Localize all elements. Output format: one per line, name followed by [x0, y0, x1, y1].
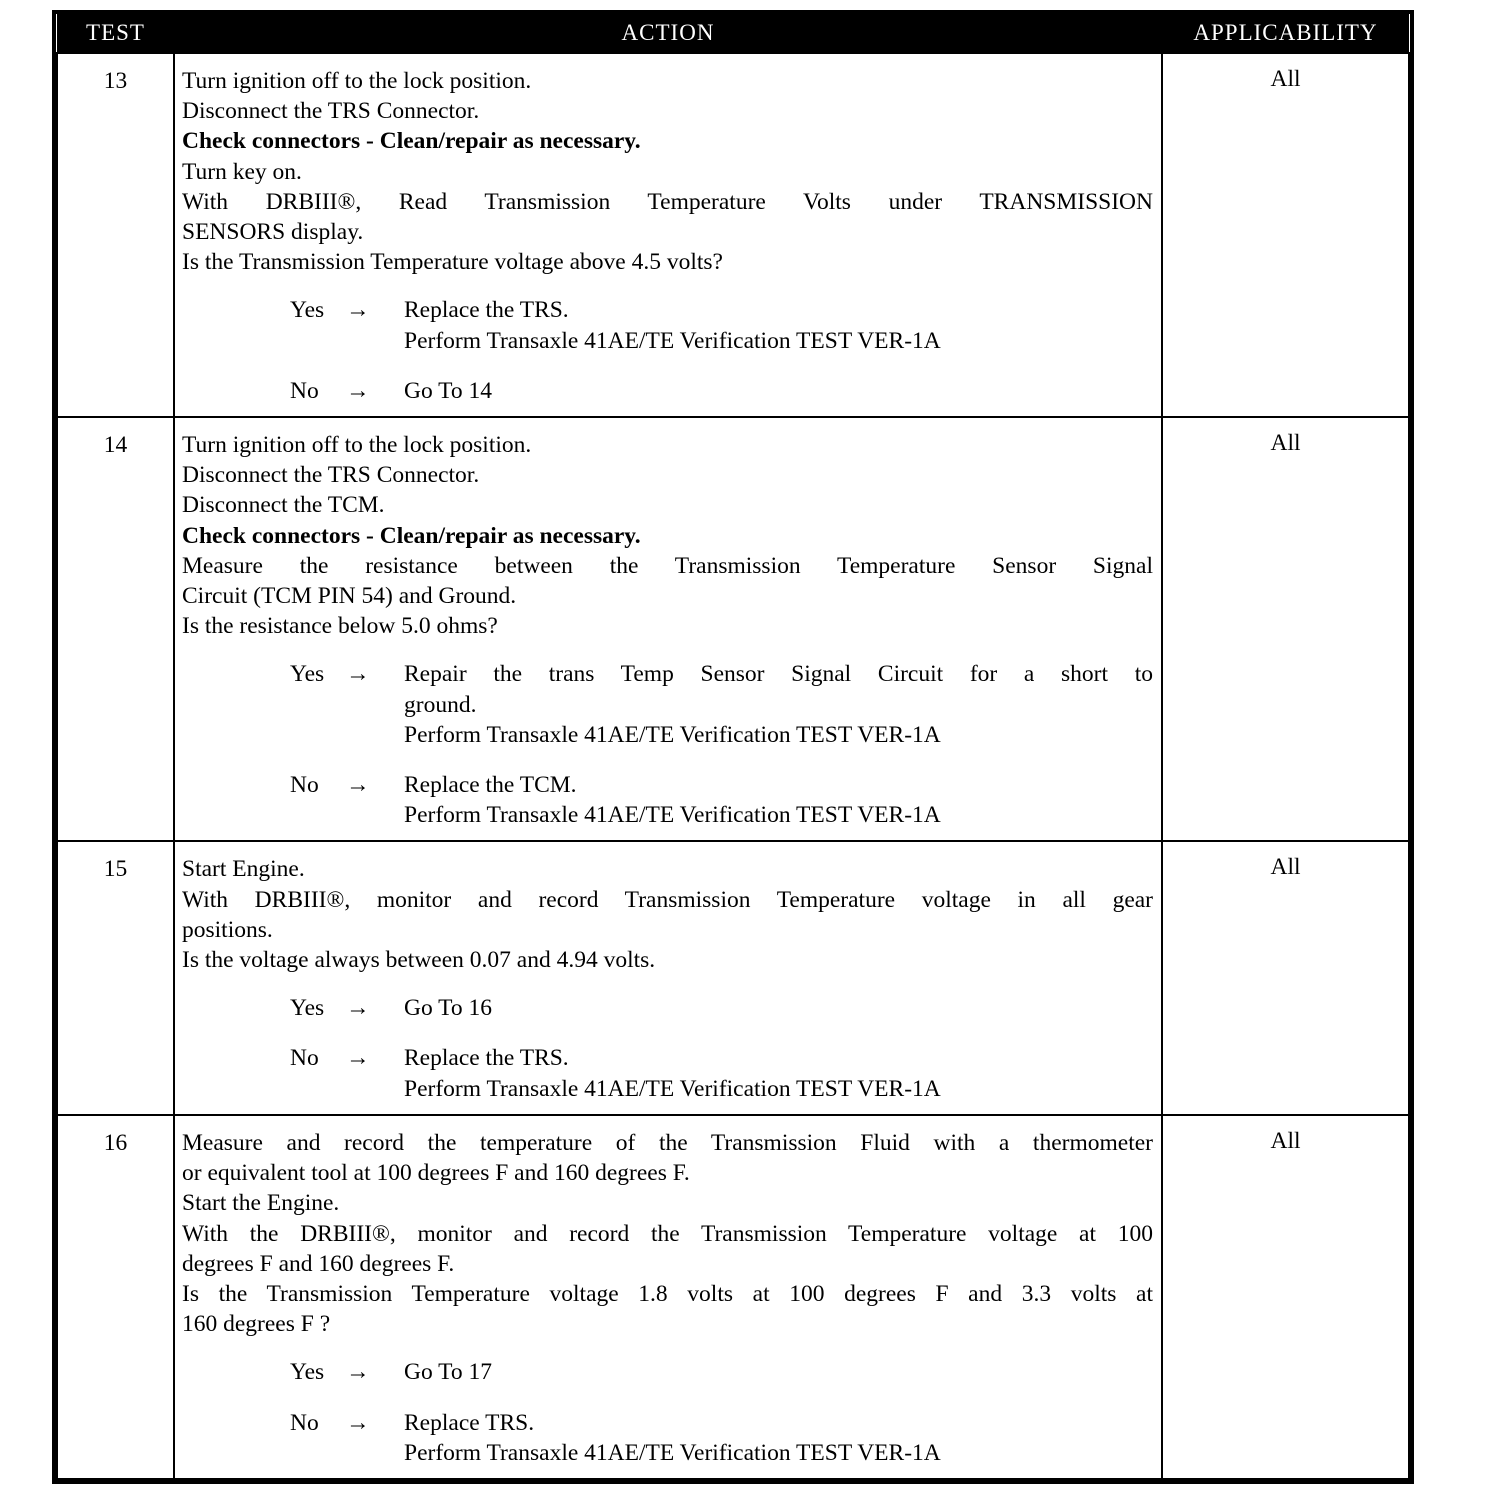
branch-result-line: Perform Transaxle 41AE/TE Verification TEST VER-1A	[404, 1075, 941, 1102]
branch-list	[182, 295, 1153, 406]
action-step: Is the voltage always between 0.07 and 4.94 volts.	[182, 947, 656, 974]
action-step: Turn key on.	[182, 158, 302, 185]
header-test: TEST	[57, 14, 174, 53]
branch-no	[290, 1408, 1153, 1468]
action-cell	[174, 53, 1162, 417]
branch-list	[182, 1357, 1153, 1468]
action-step: Is the resistance below 5.0 ohms?	[182, 613, 498, 640]
action-step: Circuit (TCM PIN 54) and Ground.	[182, 583, 517, 610]
action-step-bold: Check connectors - Clean/repair as necessary.	[182, 522, 641, 549]
action-step: With DRBIII®, Read Transmission Temperature Volts under TRANSMISSION	[182, 188, 1153, 215]
branch-result	[404, 659, 1153, 750]
action-step: positions.	[182, 916, 273, 943]
arrow-icon: →	[346, 1409, 370, 1436]
branch-result	[404, 376, 1153, 406]
action-cell	[174, 841, 1162, 1114]
branch-result-line: Perform Transaxle 41AE/TE Verification TEST VER-1A	[404, 802, 941, 829]
action-step: Is the Transmission Temperature voltage above 4.5 volts?	[182, 249, 723, 276]
branch-result-line: Repair the trans Temp Sensor Signal Circuit for a short to	[404, 661, 1153, 688]
header-applicability: APPLICABILITY	[1162, 14, 1409, 53]
action-step: Disconnect the TRS Connector.	[182, 462, 480, 489]
branch-result-line: Replace the TCM.	[404, 772, 577, 799]
branch-no	[290, 376, 1153, 406]
test-number: 15	[57, 841, 174, 1114]
test-row	[57, 1115, 1409, 1479]
action-step: With DRBIII®, monitor and record Transmission Temperature voltage in all gear	[182, 886, 1153, 913]
arrow-icon: →	[346, 1045, 370, 1072]
applicability-cell: All	[1162, 841, 1409, 1114]
action-cell	[174, 1115, 1162, 1479]
branch-no	[290, 1043, 1153, 1103]
branch-result-line: Perform Transaxle 41AE/TE Verification TEST VER-1A	[404, 1439, 941, 1466]
applicability-cell: All	[1162, 53, 1409, 417]
branch-label: No	[290, 1409, 319, 1436]
branch-result-line: Perform Transaxle 41AE/TE Verification TEST VER-1A	[404, 721, 941, 748]
arrow-icon: →	[346, 772, 370, 799]
branch-list	[182, 993, 1153, 1104]
test-number: 14	[57, 417, 174, 841]
arrow-icon: →	[346, 661, 370, 688]
arrow-icon: →	[346, 297, 370, 324]
action-step: degrees F and 160 degrees F.	[182, 1250, 455, 1277]
branch-label: No	[290, 377, 319, 404]
branch-label: Yes	[290, 995, 325, 1022]
branch-label: Yes	[290, 1359, 325, 1386]
action-step: Disconnect the TCM.	[182, 492, 385, 519]
action-step: With the DRBIII®, monitor and record the Transmission Temperature voltage at 100	[182, 1220, 1153, 1247]
branch-result	[404, 770, 1153, 830]
branch-result	[404, 993, 1153, 1023]
branch-result	[404, 1043, 1153, 1103]
test-number: 13	[57, 53, 174, 417]
test-row	[57, 841, 1409, 1114]
action-step: Disconnect the TRS Connector.	[182, 98, 480, 125]
branch-result	[404, 295, 1153, 355]
branch-result-line: Replace the TRS.	[404, 1045, 569, 1072]
branch-result-line: ground.	[404, 691, 477, 718]
header-action: ACTION	[174, 14, 1162, 53]
branch-result	[404, 1357, 1153, 1387]
action-step: Turn ignition off to the lock position.	[182, 432, 532, 459]
branch-yes	[290, 659, 1153, 750]
branch-yes	[290, 993, 1153, 1023]
branch-result-line: Perform Transaxle 41AE/TE Verification TEST VER-1A	[404, 327, 941, 354]
arrow-icon: →	[346, 1359, 370, 1386]
branch-yes	[290, 1357, 1153, 1387]
branch-label: Yes	[290, 297, 325, 324]
test-number: 16	[57, 1115, 174, 1479]
action-cell	[174, 417, 1162, 841]
branch-result-line: Replace TRS.	[404, 1409, 535, 1436]
arrow-icon: →	[346, 995, 370, 1022]
test-row	[57, 53, 1409, 417]
branch-label: No	[290, 772, 319, 799]
applicability-cell: All	[1162, 1115, 1409, 1479]
arrow-icon: →	[346, 377, 370, 404]
applicability-cell: All	[1162, 417, 1409, 841]
branch-yes	[290, 295, 1153, 355]
action-step: or equivalent tool at 100 degrees F and 160 degrees F.	[182, 1160, 690, 1187]
test-row	[57, 417, 1409, 841]
test-table	[56, 14, 1410, 1480]
branch-result-line: Go To 17	[404, 1359, 493, 1386]
diagnostic-test-table	[52, 10, 1414, 1484]
branch-result	[404, 1408, 1153, 1468]
branch-result-line: Go To 16	[404, 995, 493, 1022]
action-step-bold: Check connectors - Clean/repair as necessary.	[182, 128, 641, 155]
action-step: SENSORS display.	[182, 219, 364, 246]
action-step: 160 degrees F ?	[182, 1311, 331, 1338]
branch-list	[182, 659, 1153, 830]
header-row	[57, 14, 1409, 53]
branch-label: No	[290, 1045, 319, 1072]
action-step: Measure the resistance between the Transmission Temperature Sensor Signal	[182, 552, 1153, 579]
branch-result-line: Go To 14	[404, 377, 493, 404]
action-step: Start the Engine.	[182, 1190, 340, 1217]
branch-no	[290, 770, 1153, 830]
action-step: Turn ignition off to the lock position.	[182, 68, 532, 94]
action-step: Is the Transmission Temperature voltage 1.8 volts at 100 degrees F and 3.3 volts at	[182, 1280, 1153, 1307]
action-step: Start Engine.	[182, 856, 305, 883]
action-step: Measure and record the temperature of the Transmission Fluid with a thermometer	[182, 1129, 1153, 1156]
branch-result-line: Replace the TRS.	[404, 297, 569, 324]
branch-label: Yes	[290, 661, 325, 688]
